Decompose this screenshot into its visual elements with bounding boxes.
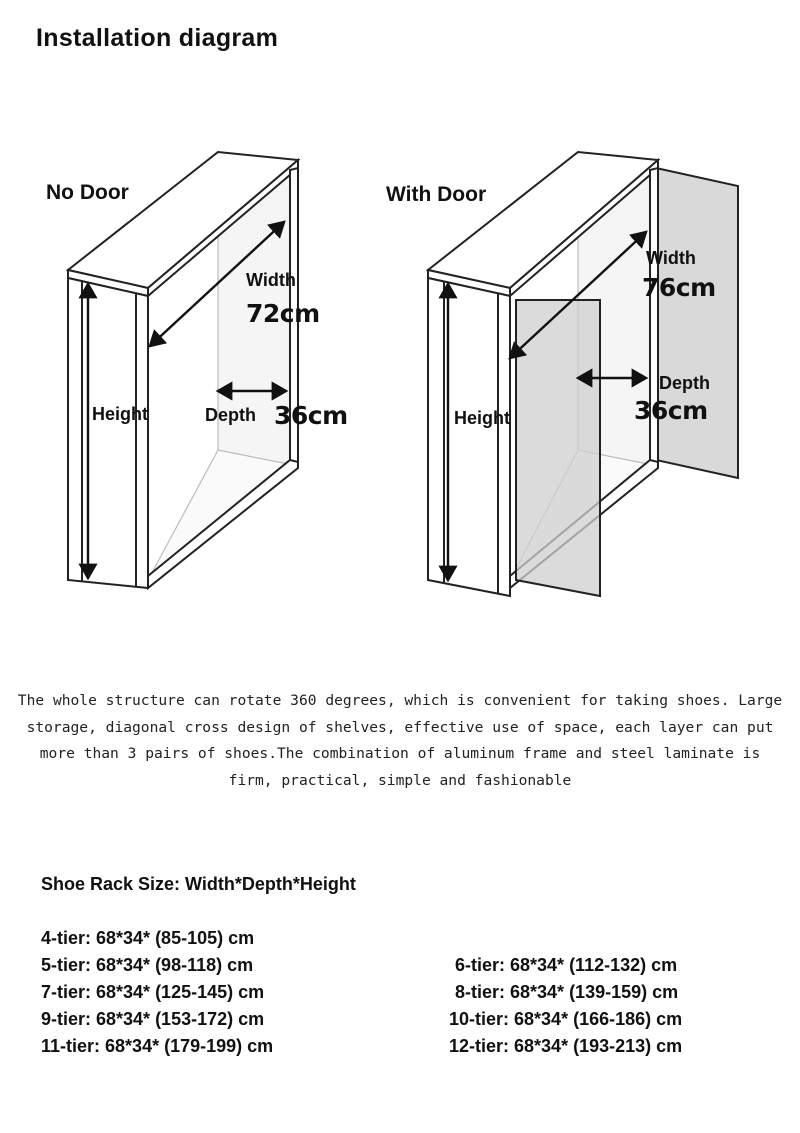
with-door-depth-value: 36cm (634, 396, 708, 425)
size-row-10-tier: 10-tier: 68*34* (166-186) cm (449, 1009, 683, 1029)
size-row-4-tier: 4-tier: 68*34* (85-105) cm (41, 928, 255, 948)
no-door-width-label: Width (246, 270, 296, 290)
size-table-title: Shoe Rack Size: Width*Depth*Height (41, 874, 356, 894)
size-row-5-tier: 5-tier: 68*34* (98-118) cm (41, 955, 254, 975)
no-door-height-label: Height (92, 404, 148, 424)
size-row-11-tier: 11-tier: 68*34* (179-199) cm (41, 1036, 274, 1056)
no-door-width-value: 72cm (246, 299, 320, 328)
size-row-9-tier: 9-tier: 68*34* (153-172) cm (41, 1009, 265, 1029)
with-door-depth-label: Depth (659, 373, 710, 393)
with-door-width-label: Width (646, 248, 696, 268)
page-title: Installation diagram (36, 24, 279, 52)
no-door-depth-value: 36cm (274, 401, 348, 430)
size-row-6-tier: 6-tier: 68*34* (112-132) cm (455, 955, 678, 975)
no-door-cabinet (68, 152, 298, 588)
no-door-depth-label: Depth (205, 405, 256, 425)
product-description: The whole structure can rotate 360 degrees, which is convenient for taking shoes. Large storage, diagonal cross design of shelves, effective use of space, each layer can put more than 3 pairs of shoes.The combination of aluminum frame and steel laminate is firm, practical, simple and fashionable (17, 692, 783, 789)
size-row-7-tier: 7-tier: 68*34* (125-145) cm (41, 982, 265, 1002)
size-row-8-tier: 8-tier: 68*34* (139-159) cm (455, 982, 679, 1002)
with-door-height-label: Height (454, 408, 510, 428)
with-door-width-value: 76cm (642, 273, 716, 302)
with-door-heading: With Door (386, 183, 487, 206)
size-row-12-tier: 12-tier: 68*34* (193-213) cm (449, 1036, 683, 1056)
no-door-heading: No Door (46, 181, 129, 204)
